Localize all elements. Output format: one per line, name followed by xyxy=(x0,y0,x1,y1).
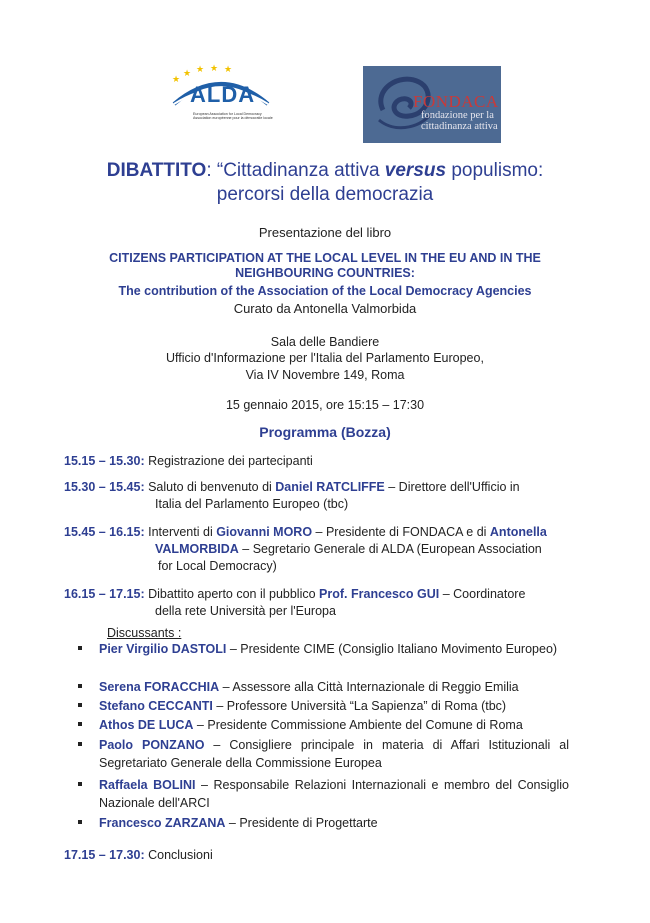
agenda-item: 15.45 – 16.15: Interventi di Giovanni MORO – Presidente di FONDACA e di Antonella xyxy=(64,525,547,539)
agenda-item: 15.30 – 15.45: Saluto di benvenuto di Daniel RATCLIFFE – Direttore dell'Ufficio in xyxy=(64,480,520,494)
event-date: 15 gennaio 2015, ore 15:15 – 17:30 xyxy=(225,398,425,412)
venue-line1: Sala delle Bandiere xyxy=(270,335,380,349)
alda-logo xyxy=(166,60,276,146)
discussants-label: Discussants : xyxy=(107,626,182,640)
bullet-icon xyxy=(78,646,82,650)
book-title-line2: NEIGHBOURING COUNTRIES: xyxy=(235,266,415,280)
agenda-item: 16.15 – 17.15: Dibattito aperto con il pubblico Prof. Francesco GUI – Coordinatore xyxy=(64,587,526,601)
discussant-item: Paolo PONZANO – Consigliere principale in materia di Affari Istituzionali al Segretariato Generale della Commissione Europea xyxy=(78,736,568,772)
programma-heading: Programma (Bozza) xyxy=(259,424,391,440)
presentation-label: Presentazione del libro xyxy=(258,225,392,240)
agenda-item-continuation: VALMORBIDA – Segretario Generale di ALDA (European Association xyxy=(155,542,542,556)
venue-line2: Ufficio d'Informazione per l'Italia del Parlamento Europeo, xyxy=(166,351,484,365)
alda-logo-name: ALDA xyxy=(190,82,256,107)
book-title-line1: CITIZENS PARTICIPATION AT THE LOCAL LEVEL IN THE EU AND IN THE xyxy=(109,251,541,265)
svg-text:★: ★ xyxy=(210,63,219,73)
document-title: DIBATTITO: “Cittadinanza attiva versus populismo: xyxy=(106,160,544,181)
agenda-item: 15.15 – 15.30: Registrazione dei partecipanti xyxy=(64,454,313,468)
bullet-icon xyxy=(78,684,82,688)
venue-line3: Via IV Novembre 149, Roma xyxy=(245,368,405,382)
svg-text:★: ★ xyxy=(183,68,192,78)
agenda-item-continuation: for Local Democracy) xyxy=(158,559,277,573)
agenda-item-continuation: Italia del Parlamento Europeo (tbc) xyxy=(155,497,349,511)
fondaca-logo xyxy=(363,66,501,143)
agenda-item-continuation: della rete Università per l'Europa xyxy=(155,604,336,618)
discussant-item: Stefano CECCANTI – Professore Università “La Sapienza” di Roma (tbc) xyxy=(78,697,568,715)
bullet-icon xyxy=(78,782,82,786)
bullet-icon xyxy=(78,722,82,726)
fondaca-logo-subtitle: fondazione per la cittadinanza attiva xyxy=(421,110,498,132)
svg-text:★: ★ xyxy=(172,74,181,84)
agenda-item: 17.15 – 17.30: Conclusioni xyxy=(64,848,213,862)
bullet-icon xyxy=(78,820,82,824)
alda-logo-subtitle: European Association for Local Democracy Association européenne pour la démocratie locale xyxy=(193,112,273,121)
discussant-item: Francesco ZARZANA – Presidente di Progettarte xyxy=(78,814,568,832)
svg-text:★: ★ xyxy=(196,64,205,74)
book-subtitle: The contribution of the Association of the Local Democracy Agencies xyxy=(118,284,532,298)
discussant-item: Pier Virgilio DASTOLI – Presidente CIME (Consiglio Italiano Movimento Europeo) xyxy=(78,640,568,676)
discussant-item: Raffaela BOLINI – Responsabile Relazioni Internazionali e membro del Consiglio Nazionale dell'ARCI xyxy=(78,776,568,812)
svg-text:★: ★ xyxy=(224,64,233,74)
discussant-item: Athos DE LUCA – Presidente Commissione Ambiente del Comune di Roma xyxy=(78,716,568,734)
discussant-item: Serena FORACCHIA – Assessore alla Città Internazionale di Reggio Emilia xyxy=(78,678,568,696)
bullet-icon xyxy=(78,703,82,707)
document-title-line2: percorsi della democrazia xyxy=(216,184,434,205)
book-editor: Curato da Antonella Valmorbida xyxy=(233,301,417,316)
bullet-icon xyxy=(78,742,82,746)
fondaca-logo-name: FONDACA xyxy=(413,92,499,111)
